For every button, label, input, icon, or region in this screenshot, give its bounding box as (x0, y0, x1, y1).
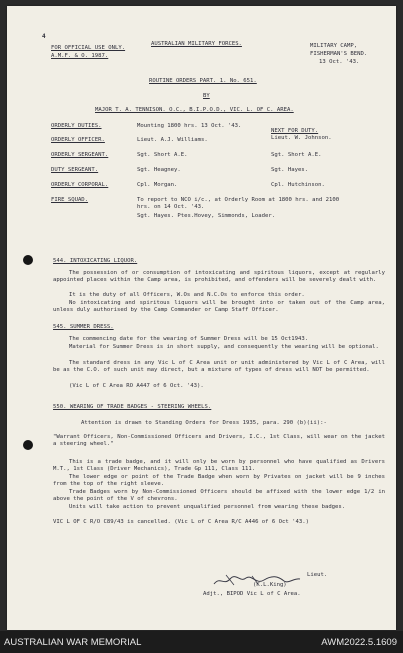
section-550-paragraph-3: This is a trade badge, and it will only be worn by personnel who have qualified as Drivers M.T., 1st Class (Driver Mechanics), Trade Gp 111, Class 111. (53, 459, 385, 473)
official-use-line-1: FOR OFFICIAL USE ONLY. (51, 45, 126, 51)
location-line-1: MILITARY CAMP, (310, 43, 358, 49)
signature-name: (K.L.King) (253, 582, 287, 588)
archive-footer-bar (0, 631, 403, 653)
punch-hole-bottom (23, 440, 33, 450)
order-date: 13 Oct. '43. (319, 59, 360, 65)
document-title: AUSTRALIAN MILITARY FORCES. (151, 41, 242, 47)
section-545-heading: 545. SUMMER DRESS. (53, 324, 114, 330)
duty-next-4: Sgt. Hayes. (271, 167, 309, 173)
next-for-duty-heading: NEXT FOR DUTY. (271, 128, 319, 134)
commander-line: MAJOR T. A. TENNISON. O.C., B.I.P.O.D., VIC. L. OF C. AREA. (95, 107, 294, 113)
duty-value-1: Mounting 1800 hrs. 13 Oct. '43. (137, 123, 242, 129)
fire-squad-line-3: Sgt. Hayes. Ptes.Hovey, Simmonds, Loader. (137, 213, 276, 219)
section-545-paragraph-4: (Vic L of C Area RO A447 of 6 Oct. '43). (69, 383, 204, 389)
punch-hole-top (23, 255, 33, 265)
routine-orders-heading: ROUTINE ORDERS PART. 1. No. 651. (149, 78, 257, 84)
duty-value-3: Sgt. Short A.E. (137, 152, 188, 158)
accession-number: AWM2022.5.1609 (321, 637, 397, 648)
duty-next-2: Lieut. W. Johnson. (271, 135, 332, 141)
section-550-paragraph-1: Attention is drawn to Standing Orders for Dress 1935, para. 290 (b)(ii):- (81, 420, 327, 426)
duty-next-3: Sgt. Short A.E. (271, 152, 322, 158)
section-550-paragraph-4: The lower edge or point of the Trade Badge when worn by Privates on jacket will be 9 inches from the top of the right sleeve. (53, 474, 385, 488)
duty-next-5: Cpl. Hutchinson. (271, 182, 325, 188)
fire-squad-label: FIRE SQUAD. (51, 197, 89, 203)
official-use-line-2: A.M.F. & O. 1987. (51, 53, 109, 59)
section-544-heading: 544. INTOXICATING LIQUOR. (53, 258, 138, 264)
duty-value-5: Cpl. Morgan. (137, 182, 178, 188)
section-545-paragraph-1: The commencing date for the wearing of Summer Dress will be 15 Oct1943. (69, 336, 309, 342)
section-544-paragraph-1: The possession of or consumption of intoxicating and spiritous liquors, except at regularly appointed places within the Camp area, is prohibited, and offenders will be severely dealt with. (53, 270, 385, 284)
duty-label-5: ORDERLY CORPORAL. (51, 182, 109, 188)
section-550-paragraph-6: Units will take action to prevent unqualified personnel from wearing these badges. (69, 504, 346, 510)
signature-appointment: Adjt., BIPOD Vic L of C Area. (203, 591, 301, 597)
duty-label-4: DUTY SERGEANT. (51, 167, 99, 173)
fire-squad-line-1: To report to NCO i/c., at Orderly Room at 1800 hrs. and 2100 (137, 197, 340, 203)
section-550-heading: 550. WEARING OF TRADE BADGES - STEERING WHEELS. (53, 404, 212, 410)
section-545-paragraph-3: The standard dress in any Vic L of C Area unit or unit administered by Vic L of C Area, will be as the C.O. of such unit may direct, but a mixture of types of dress will NOT be permitted. (53, 360, 385, 374)
duty-label-1: ORDERLY DUTIES. (51, 123, 102, 129)
section-550-paragraph-7: VIC L OF C R/O C89/43 is cancelled. (Vic L of C Area R/C A446 of 6 Oct '43.) (53, 519, 309, 525)
duty-label-2: ORDERLY OFFICER. (51, 137, 105, 143)
duty-value-4: Sgt. Heagney. (137, 167, 181, 173)
duty-value-2: Lieut. A.J. Williams. (137, 137, 208, 143)
section-545-paragraph-2: Material for Summer Dress is in short supply, and consequently the wearing will be optional. (69, 344, 379, 350)
by-heading: BY (203, 93, 210, 99)
location-line-2: FISHERMAN'S BEND. (310, 51, 368, 57)
section-544-paragraph-2: It is the duty of all Officers, W.Os and N.C.Os to enforce this order. (69, 292, 305, 298)
section-550-paragraph-2: "Warrant Officers, Non-Commissioned Officers and Drivers, I.C., 1st Class, will wear on the jacket a steering wheel." (53, 434, 385, 448)
document-page (7, 6, 396, 630)
duty-label-3: ORDERLY SERGEANT. (51, 152, 109, 158)
section-544-paragraph-3: No intoxicating and spiritous liquors will be brought into or taken out of the Camp area, unless duly authorised by the Camp Commander or Camp Staff Officer. (53, 300, 385, 314)
page-mark: 4 (42, 33, 46, 40)
section-550-paragraph-5: Trade Badges worn by Non-Commissioned Officers should be affixed with the lower edge 1/2 in above the point of the V of chevrons. (53, 489, 385, 503)
archive-name: AUSTRALIAN WAR MEMORIAL (4, 637, 142, 648)
fire-squad-line-2: hrs. on 14 Oct. '43. (137, 204, 205, 210)
signature-rank: Lieut. (307, 572, 328, 578)
